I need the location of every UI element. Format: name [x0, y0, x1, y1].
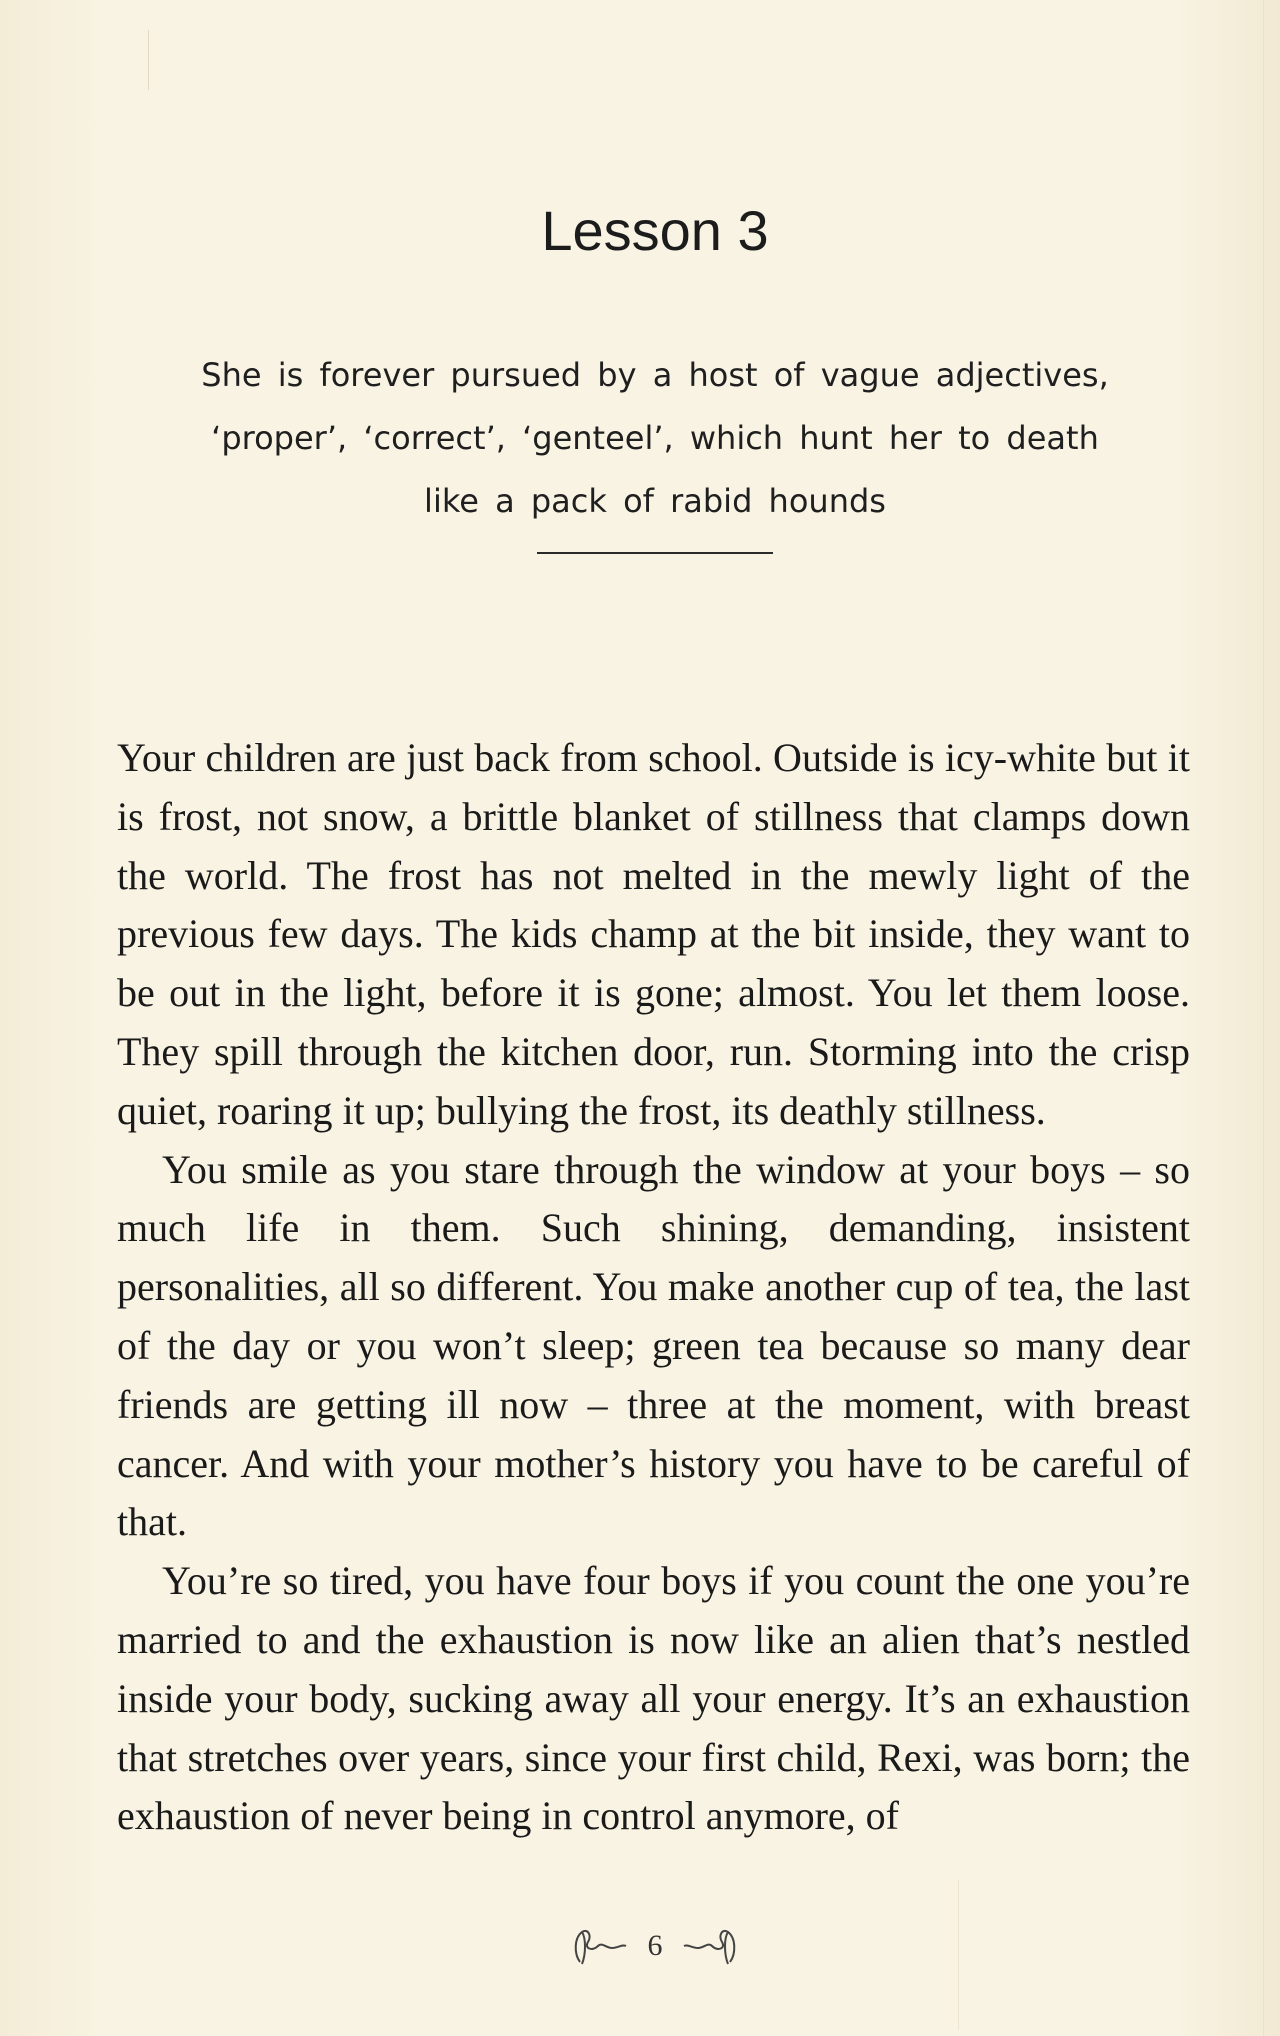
- paragraph: Your children are just back from school. Outside is icy-white but it is frost, not snow, a brittle blanket of stillness that clamps down the world. The frost has not melted in the mewly light of the previous few days. The kids champ at the bit inside, they want to be out in the light, before it is gone; almost. You let them loose. They spill through the kitchen door, run. Storming into the crisp quiet, roaring it up; bullying the frost, its deathly stillness.: [117, 735, 1190, 1133]
- epigraph-line: She is forever pursued by a host of vague adjectives,: [201, 356, 1109, 394]
- section-divider: [537, 552, 773, 554]
- page-footer: [0, 1924, 1280, 1968]
- paragraph: You’re so tired, you have four boys if you count the one you’re married to and the exhaustion is now like an alien that’s nestled inside your body, sucking away all your energy. It’s an exhaustion that stretches over years, since your first child, Rexi, was born; the exhaustion of never being in control anymore, of: [117, 1558, 1190, 1839]
- page-number: 6: [647, 1929, 663, 1962]
- scan-artifact: [148, 30, 149, 90]
- epigraph: [170, 344, 1140, 533]
- chapter-title: Lesson 3: [541, 199, 769, 262]
- right-flourish-icon: [682, 1924, 740, 1968]
- epigraph-line: like a pack of rabid hounds: [424, 482, 886, 520]
- scan-artifact: [1263, 0, 1264, 2036]
- body-text: [117, 729, 1190, 1846]
- epigraph-line: ‘proper’, ‘correct’, ‘genteel’, which hunt her to death: [211, 419, 1099, 457]
- left-flourish-icon: [570, 1924, 628, 1968]
- paragraph: You smile as you stare through the window at your boys – so much life in them. Such shining, demanding, insistent personalities, all so different. You make another cup of tea, the last of the day or you won’t sleep; green tea because so many dear friends are getting ill now – three at the moment, with breast cancer. And with your mother’s history you have to be careful of that.: [117, 1146, 1190, 1545]
